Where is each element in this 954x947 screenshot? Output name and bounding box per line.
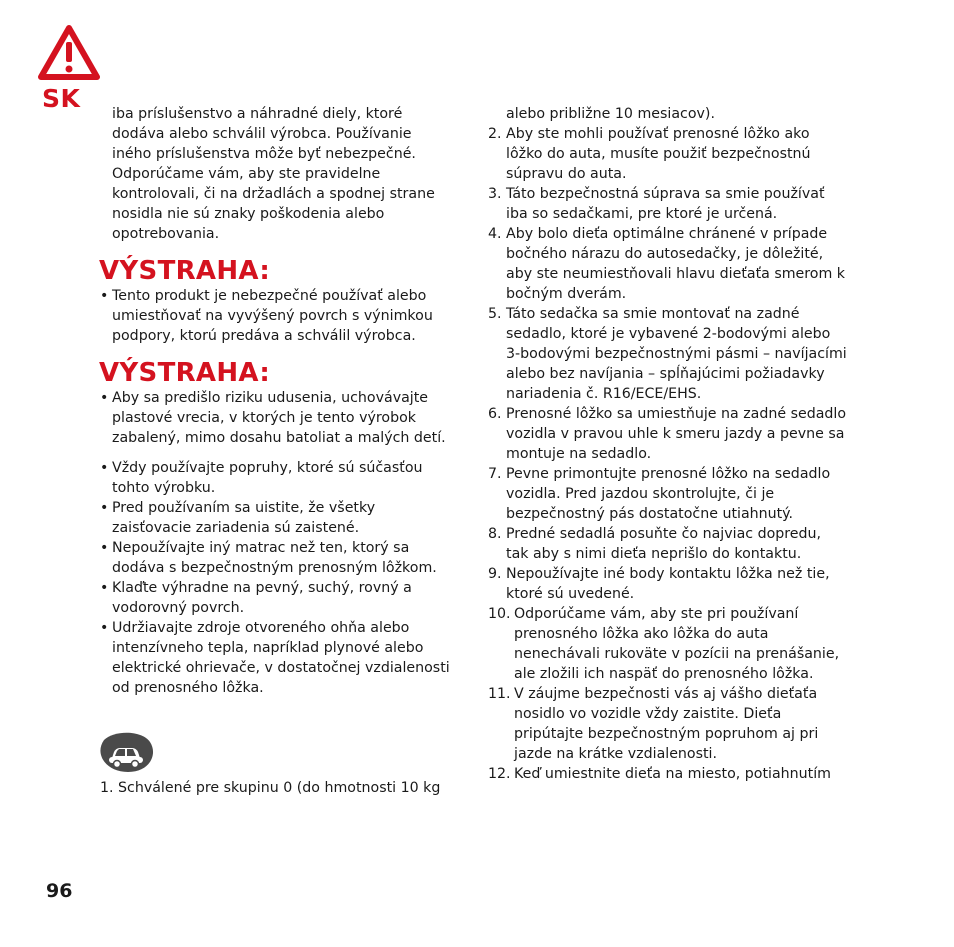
- item-text: Aby ste mohli používať prenosné lôžko ako lôžko do auta, musíte použiť bezpečnostnú súpravu do auta.: [506, 126, 811, 182]
- item-text: V záujme bezpečnosti vás aj vášho dieťaťa nosidlo vo vozidle vždy zaistite. Dieťa pripútajte bezpečnostným popruhom aj pri jazde na krátke vzdialenosti.: [514, 686, 819, 762]
- item-number: 3.: [488, 186, 502, 202]
- item-text: Táto sedačka sa smie montovať na zadné sedadlo, ktoré je vybavené 2-bodovými alebo 3-bodovými bezpečnostnými pásmi – navíjacími alebo bez navíjania – spĺňajúcimi požiadavky nariadenia č. R16/ECE/EHS.: [506, 306, 847, 402]
- item-text: Aby bolo dieťa optimálne chránené v prípade bočného nárazu do autosedačky, je dôležité, aby ste neumiestňovali hlavu dieťaťa smerom k bočným dverám.: [506, 226, 846, 302]
- item-number: 12.: [488, 766, 511, 782]
- list-item: [488, 124, 848, 184]
- warning-heading-1: VÝSTRAHA:: [99, 256, 271, 286]
- list-item: [488, 524, 848, 564]
- item-number: 5.: [488, 306, 502, 322]
- item-number: 6.: [488, 406, 502, 422]
- item-text: Odporúčame vám, aby ste pri používaní prenosného lôžka ako lôžka do auta nenechávali rukoväte v pozícii na prenášanie, ale zložili ich naspäť do prenosného lôžka.: [514, 606, 840, 682]
- instructions-list: [100, 458, 452, 698]
- numbered-list: [488, 124, 848, 784]
- list-item: [488, 684, 848, 764]
- list-item: [488, 564, 848, 604]
- list-item: • Tento produkt je nebezpečné používať alebo umiestňovať na vyvýšený povrch s výnimkou podpory, ktorú predáva a schválil výrobca.: [100, 286, 452, 346]
- list-item: [488, 184, 848, 224]
- intro-paragraph: iba príslušenstvo a náhradné diely, ktoré dodáva alebo schválil výrobca. Používanie iného príslušenstva môže byť nebezpečné. Odporúčame vám, aby ste pravidelne kontrolovali, či na držadlách a spodnej strane nosidla nie sú znaky poškodenia alebo opotrebovania.: [112, 106, 435, 242]
- list-item: • Udržiavajte zdroje otvoreného ohňa alebo intenzívneho tepla, napríklad plynové alebo elektrické ohrievače, v dostatočnej vzdialenosti od prenosného lôžka.: [100, 618, 452, 698]
- right-column: [488, 100, 848, 784]
- list-item: [488, 764, 848, 784]
- list-item: • Klaďte výhradne na pevný, suchý, rovný a vodorovný povrch.: [100, 578, 452, 618]
- warning-triangle-icon: [37, 24, 101, 82]
- numbered-item-1: 1. Schválené pre skupinu 0 (do hmotnosti 10 kg: [100, 780, 441, 796]
- language-code: SK: [42, 84, 81, 113]
- page-number: 96: [46, 880, 73, 902]
- list-item: • Vždy používajte popruhy, ktoré sú súčasťou tohto výrobku.: [100, 458, 452, 498]
- warning-list-1: [100, 286, 452, 346]
- item-number: 7.: [488, 466, 502, 482]
- item-text: Táto bezpečnostná súprava sa smie používať iba so sedačkami, pre ktoré je určená.: [506, 186, 825, 222]
- list-item: [488, 404, 848, 464]
- list-item: • Aby sa predišlo riziku udusenia, uchovávajte plastové vrecia, v ktorých je tento výrobok zabalený, mimo dosahu batoliat a malých detí.: [100, 388, 452, 448]
- left-column: [99, 100, 452, 798]
- item-number: 9.: [488, 566, 502, 582]
- item-number: 10.: [488, 606, 511, 622]
- item-text: Predné sedadlá posuňte čo najviac dopredu, tak aby s nimi dieťa neprišlo do kontaktu.: [506, 526, 822, 562]
- car-icon: [98, 732, 154, 774]
- list-item: [488, 224, 848, 304]
- item-number: 2.: [488, 126, 502, 142]
- continuation-text: alebo približne 10 mesiacov).: [506, 106, 715, 122]
- list-item: • Nepoužívajte iný matrac než ten, ktorý sa dodáva s bezpečnostným prenosným lôžkom.: [100, 538, 452, 578]
- list-item: • Pred používaním sa uistite, že všetky zaisťovacie zariadenia sú zaistené.: [100, 498, 452, 538]
- item-text: Prenosné lôžko sa umiestňuje na zadné sedadlo vozidla v pravou uhle k smeru jazdy a pevne sa montuje na sedadlo.: [506, 406, 847, 462]
- list-item: [488, 604, 848, 684]
- list-item: [488, 464, 848, 524]
- item-number: 4.: [488, 226, 502, 242]
- warning-heading-2: VÝSTRAHA:: [99, 358, 271, 388]
- item-text: Pevne primontujte prenosné lôžko na sedadlo vozidla. Pred jazdou skontrolujte, či je bezpečnostný pás dostatočne utiahnutý.: [506, 466, 831, 522]
- item-number: 8.: [488, 526, 502, 542]
- item-text: Nepoužívajte iné body kontaktu lôžka než tie, ktoré sú uvedené.: [506, 566, 830, 602]
- list-item: [488, 304, 848, 404]
- item-text: Keď umiestnite dieťa na miesto, potiahnutím: [514, 766, 831, 782]
- warning-list-2: [100, 388, 452, 448]
- item-number: 11.: [488, 686, 511, 702]
